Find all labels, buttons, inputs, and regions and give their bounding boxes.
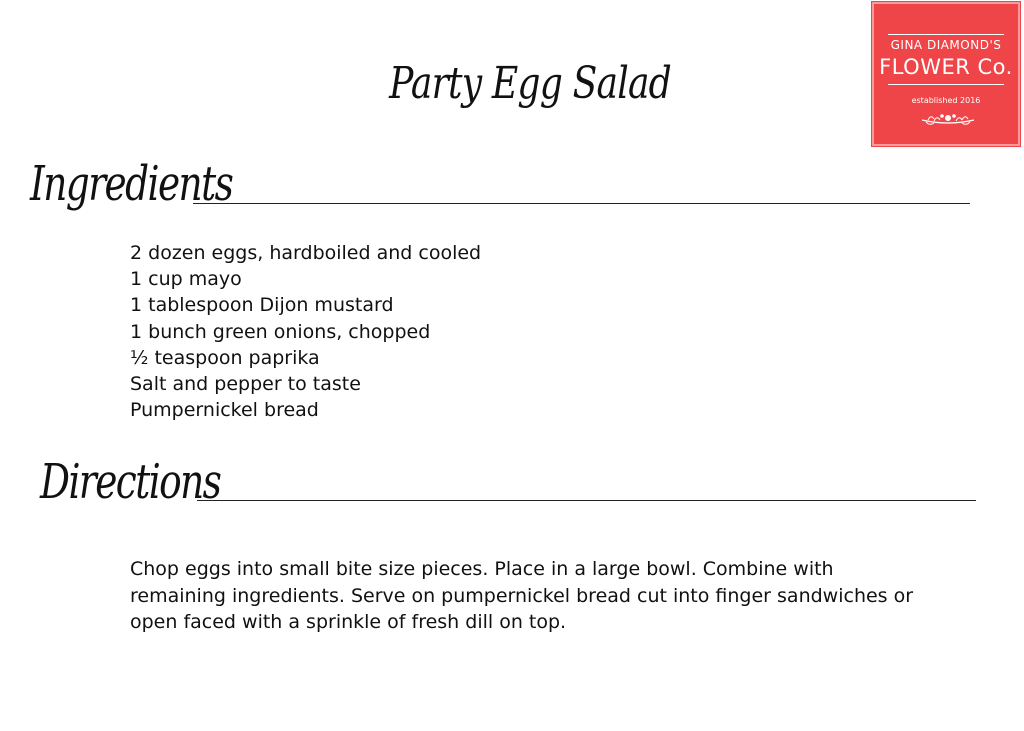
logo-brand-name: GINA DIAMOND'S [890, 38, 1002, 52]
ingredient-item: Pumpernickel bread [130, 399, 319, 422]
ingredients-rule [193, 203, 970, 204]
recipe-title: Party Egg Salad [389, 58, 671, 109]
logo-company-name: FLOWER Co. [879, 55, 1013, 79]
logo-bottom-rule [888, 84, 1004, 85]
directions-text: Chop eggs into small bite size pieces. Place in a large bowl. Combine with remaining ingredients. Serve on pumpernickel bread cut into finger sandwiches or open faced with a sprinkle of fresh dill on top. [130, 558, 914, 633]
ingredients-list [130, 240, 481, 423]
directions-heading: Directions [40, 454, 221, 510]
ingredient-item: 1 cup mayo [130, 268, 242, 291]
ingredient-item: 1 bunch green onions, chopped [130, 320, 431, 343]
ingredient-item: Salt and pepper to taste [130, 373, 361, 396]
floral-sprig-icon [918, 108, 978, 128]
logo-top-rule [888, 34, 1004, 35]
brand-logo [872, 2, 1020, 146]
ingredients-heading: Ingredients [30, 156, 233, 212]
ingredient-item: 2 dozen eggs, hardboiled and cooled [130, 242, 482, 264]
ingredient-item: ½ teaspoon paprika [130, 346, 320, 369]
directions-rule [197, 500, 976, 501]
logo-established: established 2016 [911, 96, 981, 105]
ingredient-item: 1 tablespoon Dijon mustard [130, 294, 394, 317]
